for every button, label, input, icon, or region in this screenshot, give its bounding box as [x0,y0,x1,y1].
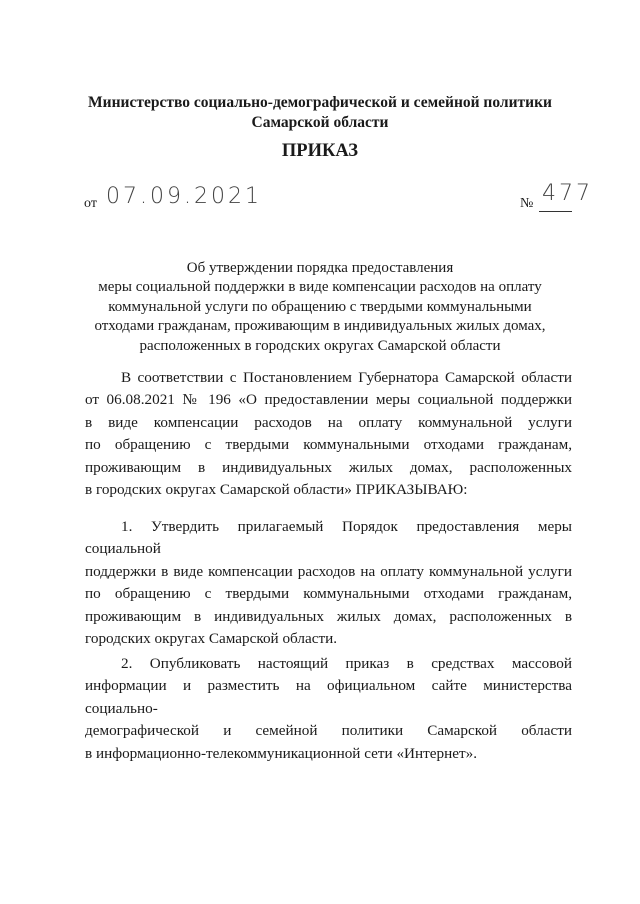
subject-line: расположенных в городских округах Самарской области [139,337,501,354]
text-line: информации и разместить на официальном сайте министерства социально- [85,677,572,717]
ministry-line-2: Самарской области [251,114,389,131]
document-type: ПРИКАЗ [281,141,359,161]
text-line: городских округах Самарской области. [85,630,338,648]
text-line: в виде компенсации расходов на оплату коммунальной услуги [85,413,572,431]
number-underline [539,211,572,212]
text-line: по обращению с твердыми коммунальными отходами гражданам, [85,436,572,454]
text-line: В соответствии с Постановлением Губернатора Самарской области [121,369,572,386]
handwritten-number: 477 [542,181,593,206]
text-line: 2. Опубликовать настоящий приказ в средствах массовой [121,655,572,672]
text-line: в городских округах Самарской области» ПРИКАЗЫВАЮ: [85,481,468,499]
subject-line: коммунальной услуги по обращению с твердыми коммунальными [108,298,532,315]
text-line: проживающим в индивидуальных жилых домах, расположенных в [85,607,572,625]
preamble-paragraph [85,367,572,501]
subject-line: отходами гражданам, проживающим в индивидуальных жилых домах, [94,318,546,335]
text-line: проживающим в индивидуальных жилых домах, расположенных [85,458,572,476]
text-line: демографической и семейной политики Самарской области [85,722,572,740]
ministry-name [0,93,640,133]
number-prefix: № [520,196,534,211]
text-line: по обращению с твердыми коммунальными отходами гражданам, [85,585,572,603]
date-prefix: от [84,196,97,211]
subject-line: Об утверждении порядка предоставления [186,260,454,276]
order-item-1 [85,516,572,650]
text-line: поддержки в виде компенсации расходов на оплату коммунальной услуги [85,562,572,580]
text-line: 1. Утвердить прилагаемый Порядок предоставления меры социальной [85,518,572,558]
order-subject [0,259,640,356]
handwritten-date: 07.09.2021 [106,184,262,209]
text-line: от 06.08.2021 № 196 «О предоставлении меры социальной поддержки [85,391,572,409]
subject-line: меры социальной поддержки в виде компенсации расходов на оплату [98,279,542,296]
ministry-line-1: Министерство социально-демографической и семейной политики [88,94,552,111]
order-item-2 [85,653,572,765]
text-line: в информационно-телекоммуникационной сети «Интернет». [85,744,478,762]
